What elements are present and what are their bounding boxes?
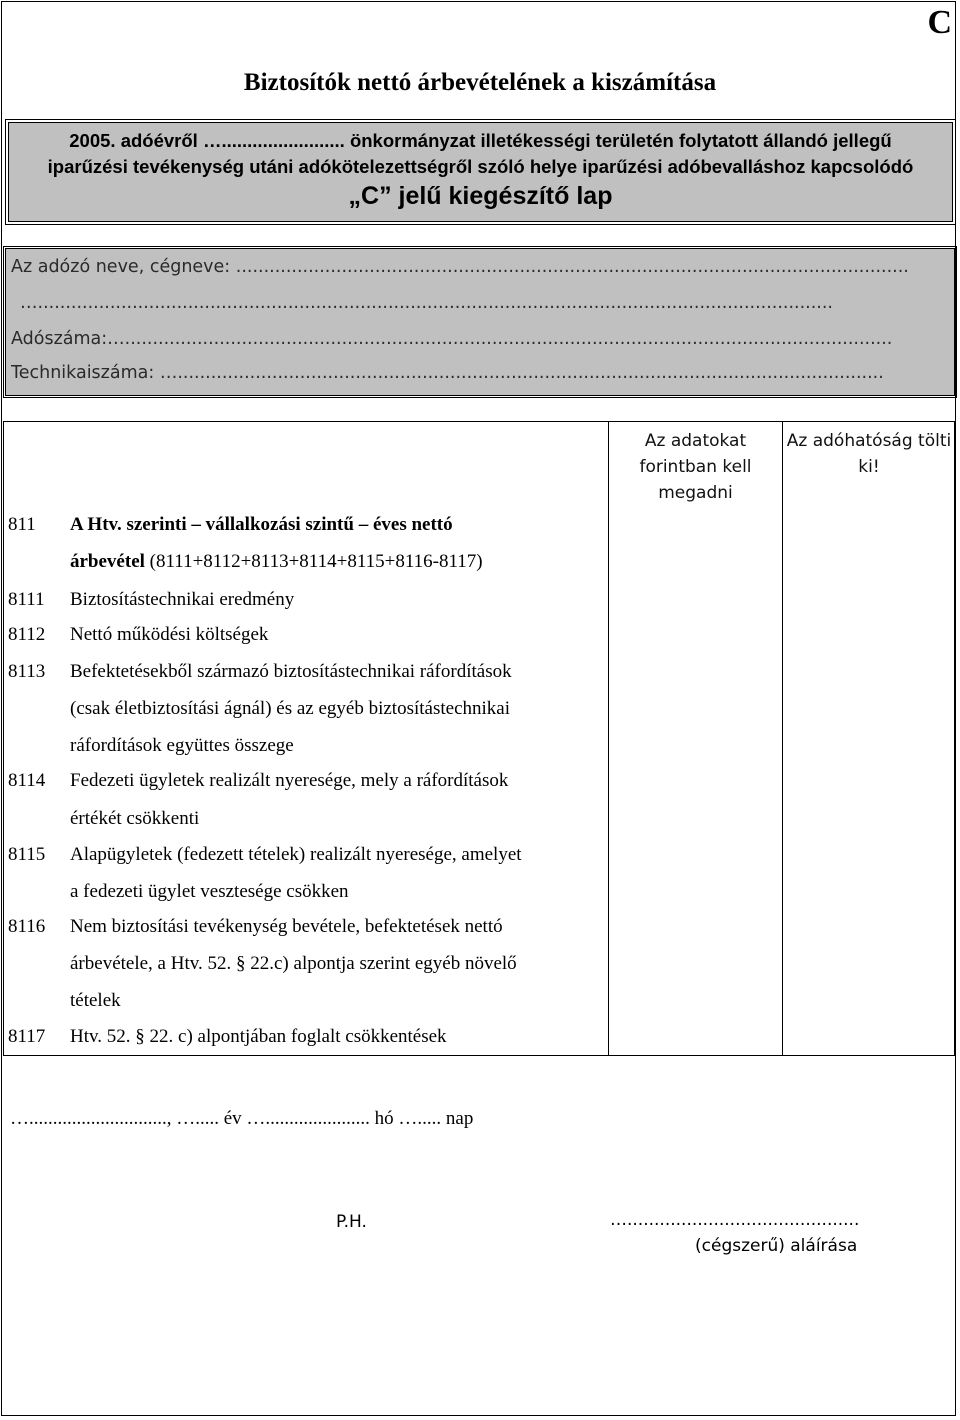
row-label: Nem biztosítási tevékenység bevétele, befektetések nettó <box>70 916 503 937</box>
taxpayer-info-box <box>5 248 955 396</box>
page-title: Biztosítók nettó árbevételének a kiszámítása <box>243 69 717 96</box>
table-row-8112 <box>8 622 269 648</box>
taxpayer-name-continuation[interactable]: …............................................................................................................................................... <box>20 293 833 313</box>
table-row-8116 <box>8 914 503 940</box>
column-divider <box>782 422 783 1055</box>
stamp-placeholder: P.H. <box>336 1212 367 1232</box>
row-code: 8116 <box>8 916 46 937</box>
row-label: árbevétele, a Htv. 52. § 22.c) alpontja szerint egyéb növelő <box>70 953 517 974</box>
table-row-8111 <box>8 587 295 613</box>
table-row-8115 <box>8 842 522 868</box>
signature-label: (cégszerű) aláírása <box>695 1236 858 1256</box>
technical-number-field[interactable]: Technikaiszáma: …............................................................................................................................... <box>11 363 884 383</box>
date-field[interactable]: …............................., …..... év …...................... hó …..... nap <box>10 1108 474 1129</box>
authority-column-header: Az adóhatóság tölti ki! <box>786 431 952 477</box>
row-label: Fedezeti ügyletek realizált nyeresége, mely a ráfordítások <box>70 770 509 791</box>
taxpayer-name-field[interactable]: Az adózó neve, cégneve: ......................................................................................................................... <box>11 257 909 277</box>
row-code: 811 <box>8 514 36 535</box>
tax-number-field[interactable]: Adószáma:….......................................................................................................................................... <box>11 329 893 349</box>
header-line-2: iparűzési tevékenység utáni adókötelezettségről szóló helye iparűzési adóbevalláshoz kapcsolódó <box>47 156 914 177</box>
table-row-811 <box>8 512 453 538</box>
table-row-8117 <box>8 1024 447 1050</box>
form-letter: C <box>927 4 952 41</box>
row-label-bold: árbevétel <box>70 551 145 572</box>
row-label: Befektetésekből származó biztosítástechnikai ráfordítások <box>70 661 512 682</box>
row-code: 8114 <box>8 770 46 791</box>
row-label: (csak életbiztosítási ágnál) és az egyéb biztosítástechnikai <box>70 698 510 719</box>
row-label: értékét csökkenti <box>70 808 200 829</box>
row-label: Nettó működési költségek <box>70 624 269 645</box>
row-code: 8117 <box>8 1026 46 1047</box>
row-code: 8115 <box>8 844 46 865</box>
signature-line[interactable]: …........................................... <box>610 1210 860 1230</box>
row-label: ráfordítások együttes összege <box>70 735 294 756</box>
row-label: Biztosítástechnikai eredmény <box>70 589 295 610</box>
row-label: tételek <box>70 990 121 1011</box>
row-label: A Htv. szerinti – vállalkozási szintű – éves nettó <box>70 514 453 535</box>
column-divider <box>608 422 609 1055</box>
header-line-3: „C” jelű kiegészítő lap <box>348 182 613 210</box>
row-code: 8113 <box>8 661 46 682</box>
row-label: Alapügyletek (fedezett tételek) realizált nyeresége, amelyet <box>70 844 522 865</box>
row-code: 8112 <box>8 624 46 645</box>
row-label: a fedezeti ügylet vesztesége csökken <box>70 881 349 902</box>
row-code: 8111 <box>8 589 45 610</box>
table-row-8114 <box>8 768 509 794</box>
header-line-1: 2005. adóévről …........................ önkormányzat illetékességi területén folytatott állandó jellegű <box>69 130 892 151</box>
row-label-formula: (8111+8112+8113+8114+8115+8116-8117) <box>144 551 483 572</box>
table-row-8113 <box>8 659 512 685</box>
row-label: Htv. 52. § 22. c) alpontjában foglalt csökkentések <box>70 1026 447 1047</box>
form-header-box <box>8 122 953 222</box>
amount-column-header: Az adatokat forintban kell megadni <box>639 431 752 503</box>
